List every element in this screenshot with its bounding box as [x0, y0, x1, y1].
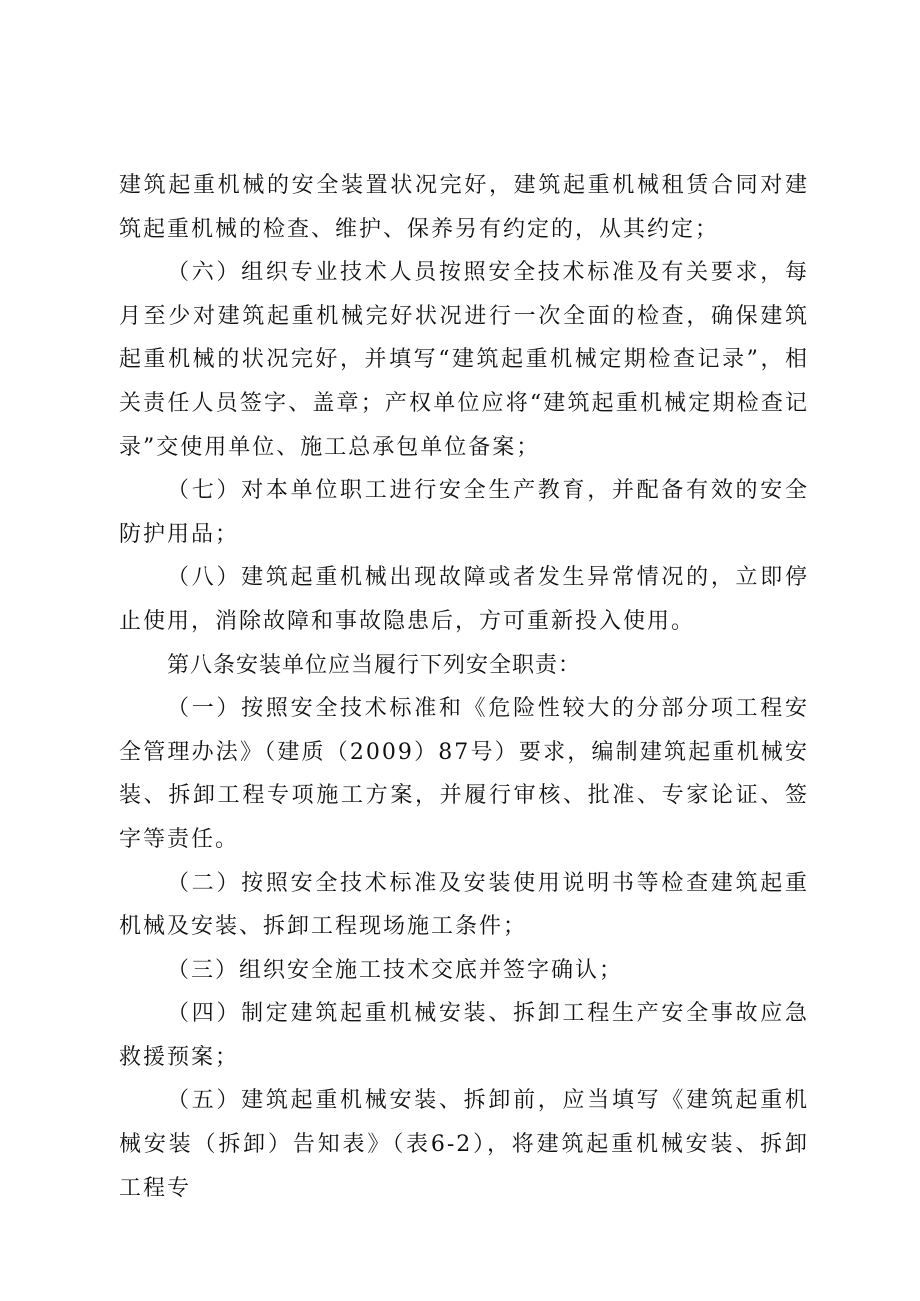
paragraph-item-8: （八）建筑起重机械出现故障或者发生异常情况的，立即停止使用，消除故障和事故隐患后，方可重新投入使用。: [119, 565, 809, 634]
paragraph-item-4: （四）制定建筑起重机械安装、拆卸工程生产安全事故应急救援预案；: [119, 1001, 809, 1070]
paragraph-item-5: （五）建筑起重机械安装、拆卸前，应当填写《建筑起重机械安装（拆卸）告知表》（表6-2），将建筑起重机械安装、拆卸工程专: [119, 1088, 809, 1201]
paragraph-item-6: （六）组织专业技术人员按照安全技术标准及有关要求，每月至少对建筑起重机械完好状况进行一次全面的检查，确保建筑起重机械的状况完好，并填写“建筑起重机械定期检查记录”，相关责任人员签字、盖章；产权单位应将“建筑起重机械定期检查记录”交使用单位、施工总承包单位备案；: [119, 260, 809, 460]
paragraph-item-7: （七）对本单位职工进行安全生产教育，并配备有效的安全防护用品；: [119, 478, 809, 547]
paragraph-item-2: （二）按照安全技术标准及安装使用说明书等检查建筑起重机械及安装、拆卸工程现场施工条件；: [119, 870, 809, 940]
paragraph-item-3: （三）组织安全施工技术交底并签字确认；: [167, 957, 624, 983]
article-8-heading: 第八条安装单位应当履行下列安全职责：: [167, 652, 582, 678]
paragraph-continuation: 建筑起重机械的安全装置状况完好，建筑起重机械租赁合同对建筑起重机械的检查、维护、保养另有约定的，从其约定；: [119, 173, 809, 242]
paragraph-item-1: （一）按照安全技术标准和《危险性较大的分部分项工程安全管理办法》（建质（2009）87号）要求，编制建筑起重机械安装、拆卸工程专项施工方案，并履行审核、批准、专家论证、签字等责任。: [119, 696, 809, 852]
document-body: [119, 164, 809, 1210]
